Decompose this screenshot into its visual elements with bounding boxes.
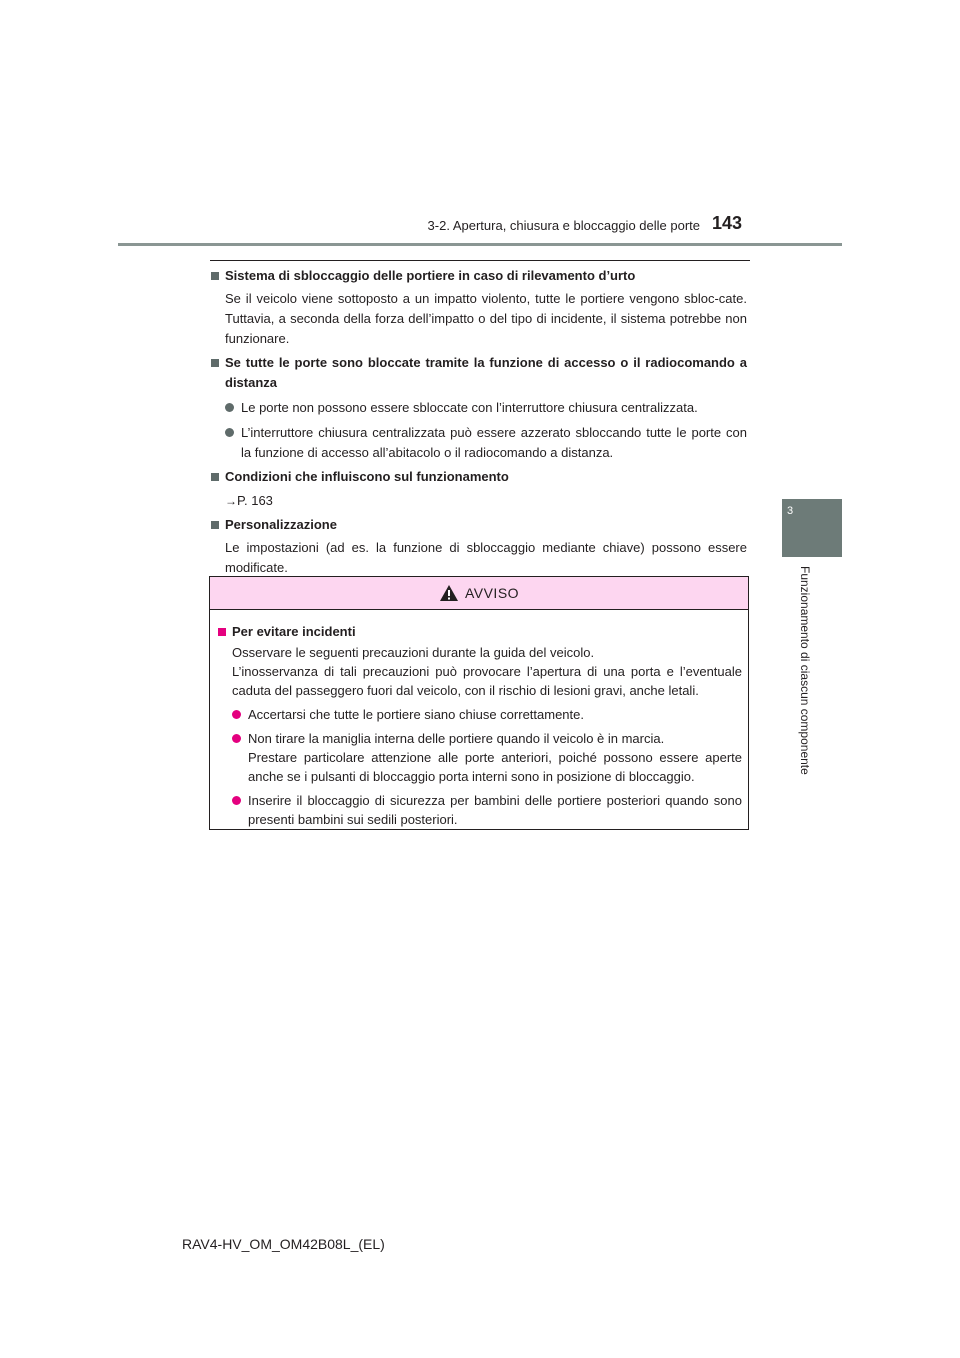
section-title: Personalizzazione xyxy=(225,517,337,532)
warning-triangle-icon xyxy=(439,584,459,602)
section-square-marker xyxy=(211,521,219,529)
warning-header xyxy=(210,577,748,610)
warning-box xyxy=(209,576,749,830)
list-item: Le porte non possono essere sbloccate con l’interruttore chiusura centralizzata. xyxy=(225,398,747,418)
warning-body xyxy=(210,610,748,829)
section-square-marker xyxy=(218,628,226,636)
bullet-dot-icon xyxy=(232,710,241,719)
document-code: RAV4-HV_OM_OM42B08L_(EL) xyxy=(182,1236,385,1252)
section-crash-unlock xyxy=(211,266,747,349)
list-item: L’interruttore chiusura centralizzata può essere azzerato sbloccando tutte le porte con la funzione di accesso all’abitacolo o il radiocomando a distanza. xyxy=(225,423,747,463)
warning-intro: Osservare le seguenti precauzioni durante la guida del veicolo. L’inosservanza di tali precauzioni può provocare l’apertura di una porta e l’eventuale caduta del passeggero fuori dal veicolo, con il rischio di lesioni gravi, anche letali. xyxy=(232,645,742,698)
section-square-marker xyxy=(211,473,219,481)
section-title: Se tutte le porte sono bloccate tramite la funzione di accesso o il radiocomando a distanza xyxy=(225,355,747,390)
section-all-doors-locked xyxy=(211,353,747,463)
section-title: Sistema di sbloccaggio delle portiere in caso di rilevamento d’urto xyxy=(225,268,636,283)
warning-title: AVVISO xyxy=(464,585,520,601)
section-square-marker xyxy=(211,272,219,280)
content-top-divider xyxy=(210,260,750,261)
chapter-tab-number: 3 xyxy=(787,505,794,517)
section-text: Se il veicolo viene sottoposto a un impatto violento, tutte le portiere vengono sbloc-cate. Tuttavia, a seconda della forza dell’impatto o del tipo di incidente, il sistema potrebbe non funzionare. xyxy=(225,291,747,346)
bullet-dot-icon xyxy=(225,403,234,412)
chapter-tab-label: Funzionamento di ciascun componente xyxy=(798,566,812,775)
list-item: Accertarsi che tutte le portiere siano chiuse correttamente. xyxy=(232,705,742,724)
main-content xyxy=(211,266,747,598)
section-square-marker xyxy=(211,359,219,367)
bullet-dot-icon xyxy=(225,428,234,437)
list-item: Inserire il bloccaggio di sicurezza per bambini delle portiere posteriori quando sono presenti bambini sui sedili posteriori. xyxy=(232,791,742,829)
bullet-dot-icon xyxy=(232,796,241,805)
page-number: 143 xyxy=(712,213,743,233)
section-title: Condizioni che influiscono sul funzionamento xyxy=(225,469,509,484)
section-text: Le impostazioni (ad es. la funzione di sbloccaggio mediante chiave) possono essere modificate. xyxy=(225,538,747,598)
section-operating-conditions xyxy=(211,467,747,511)
warning-section-title: Per evitare incidenti xyxy=(232,624,356,639)
header-section-title: 3-2. Apertura, chiusura e bloccaggio delle porte xyxy=(427,218,700,233)
list-item: Non tirare la maniglia interna delle portiere quando il veicolo è in marcia. Prestare particolare attenzione alle porte anteriori, poiché possono essere aperte anche se i pulsanti di bloccaggio porta interni sono in posizione di bloccaggio. xyxy=(232,729,742,786)
bullet-dot-icon xyxy=(232,734,241,743)
header-divider xyxy=(118,243,842,246)
page-reference-link[interactable]: →P. 163 xyxy=(225,493,273,508)
arrow-right-icon: → xyxy=(225,494,237,508)
